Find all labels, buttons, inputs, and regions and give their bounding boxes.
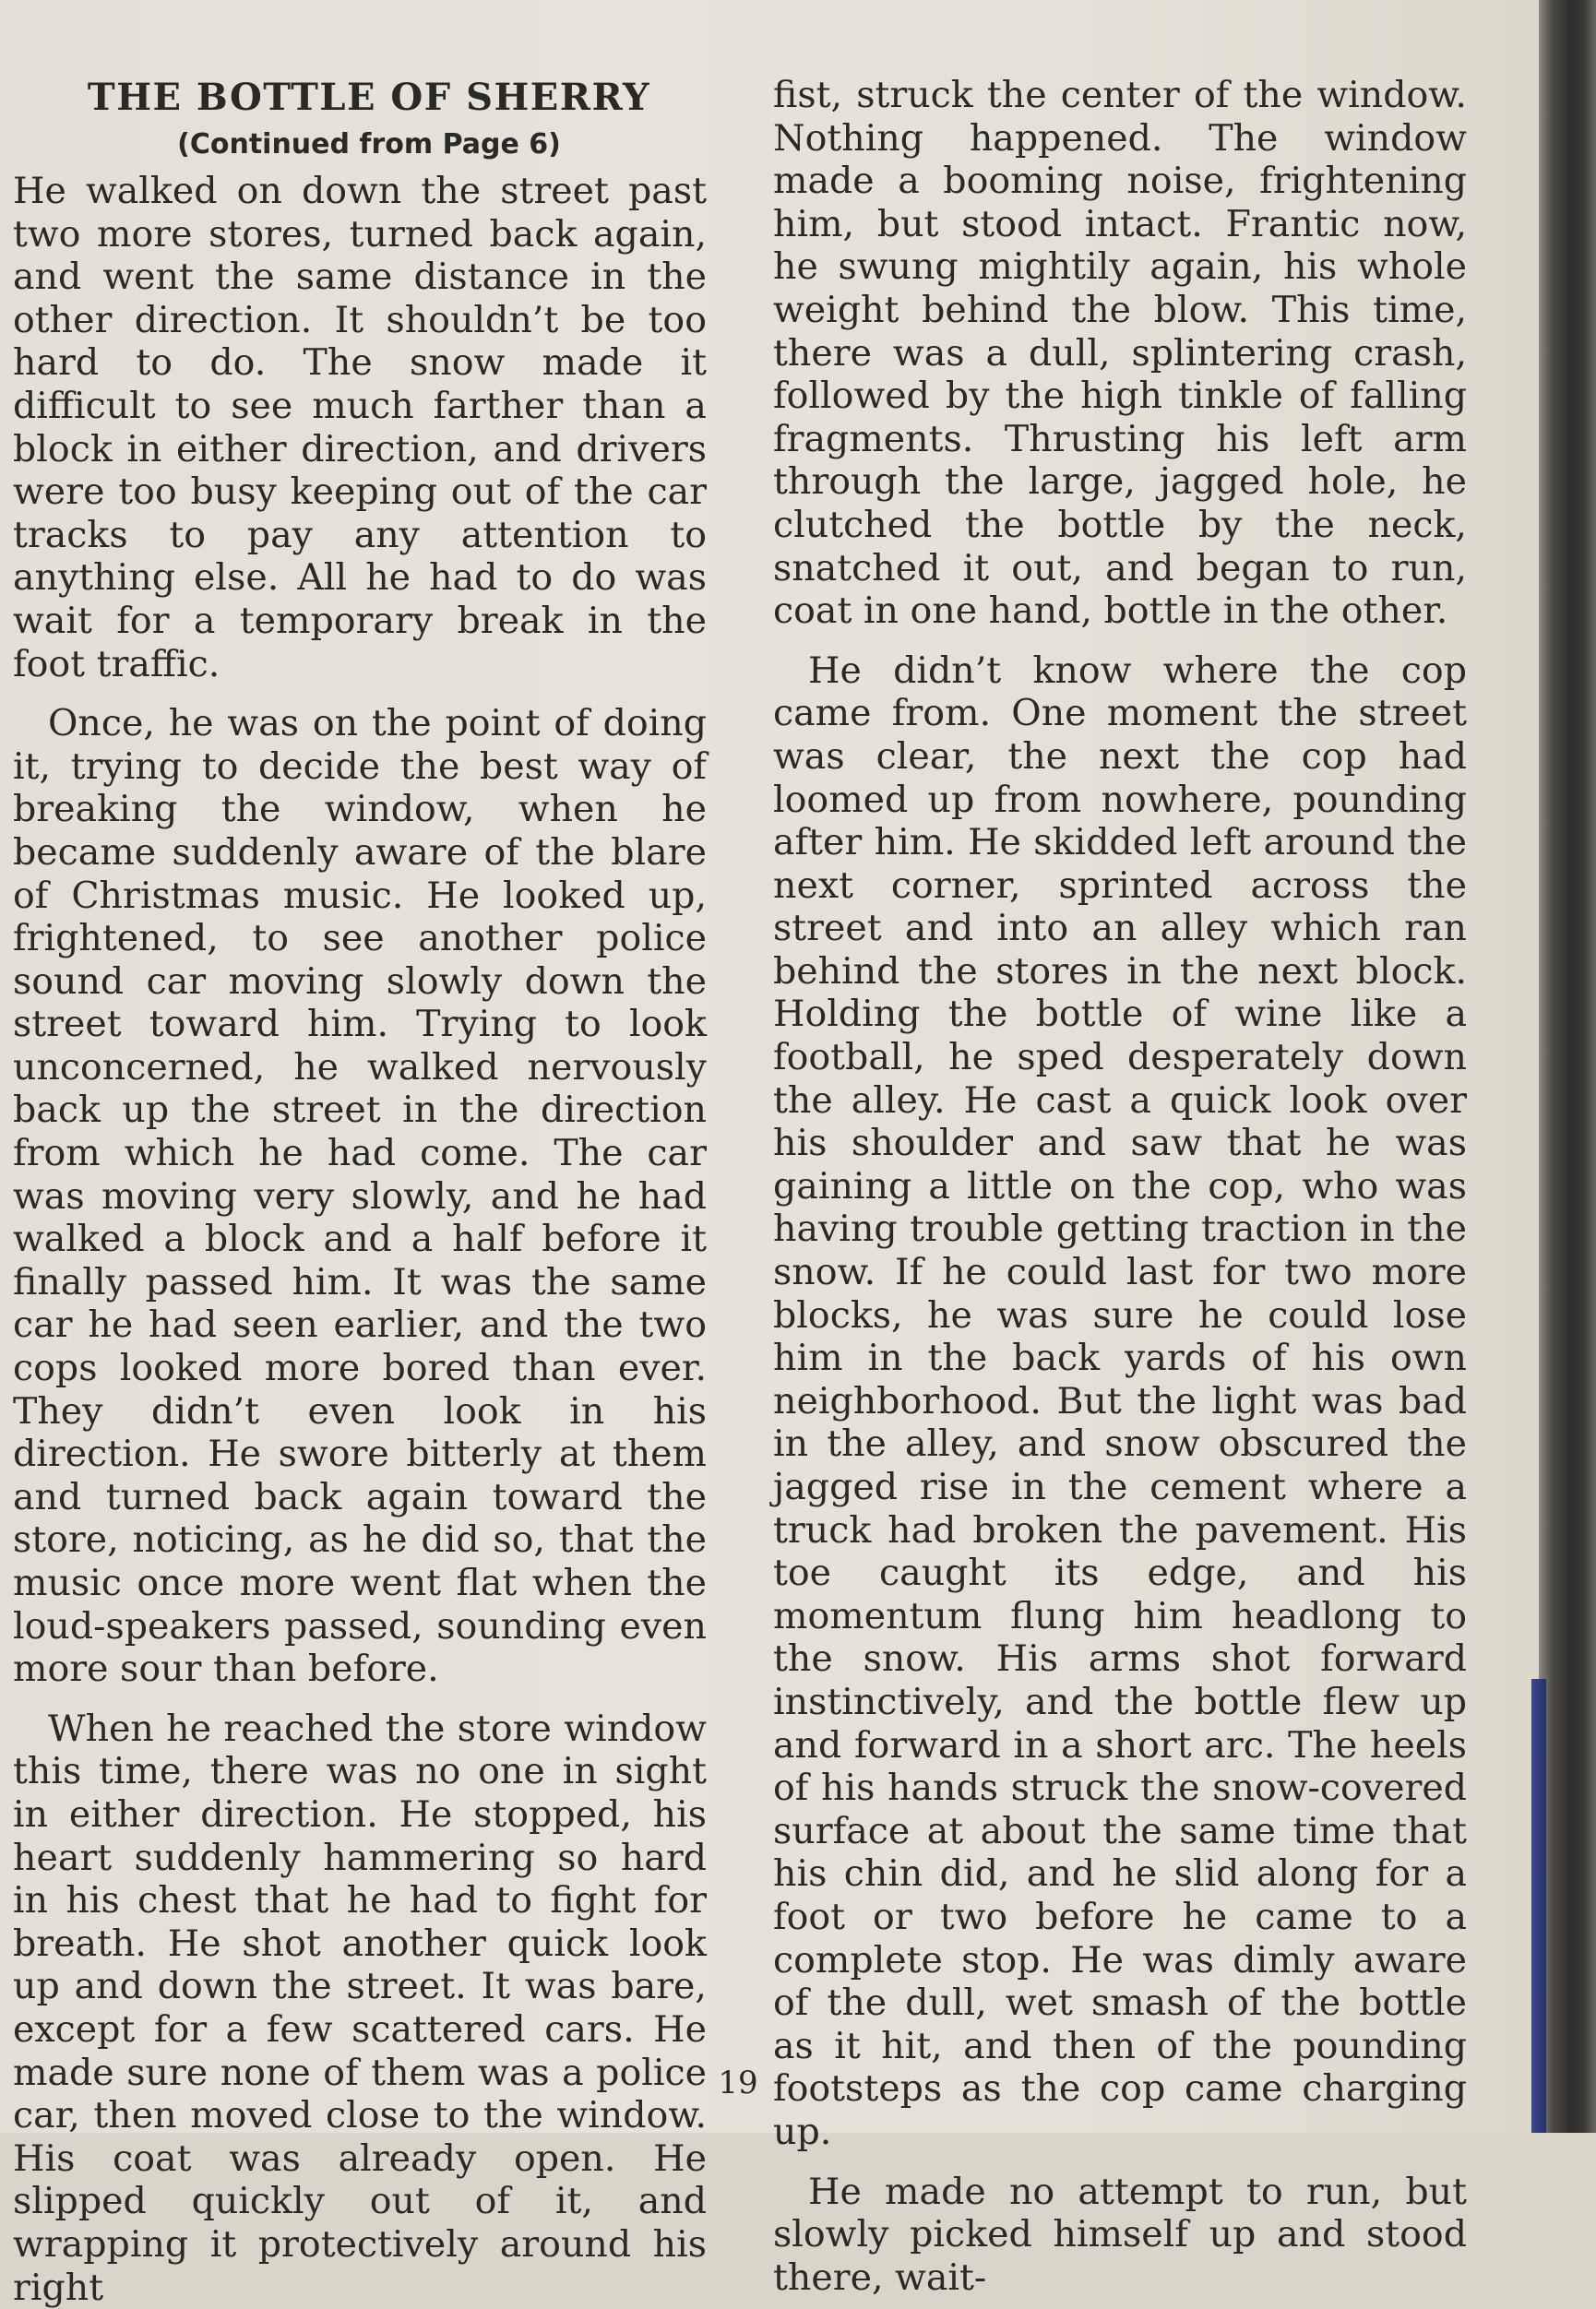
paragraph: He walked on down the street past two more stores, turned back again, and went the same distance in the other direction. It shouldn’t be too hard to do. The snow made it difficult to see much farther than a block in either direction, and drivers were too busy keeping out of the car tracks to pay any attention to anything else. All he had to do was wait for a temporary break in the foot traffic. xyxy=(13,170,707,685)
article-title: THE BOTTLE OF SHERRY xyxy=(87,76,651,119)
paragraph: When he reached the store window this time, there was no one in sight in either direction. He stopped, his heart suddenly hammering so hard in his chest that he had to fight for breath. He shot another quick look up and down the street. It was bare, except for a few scattered cars. He made sure none of them was a police car, then moved close to the window. His coat was already open. He slipped quickly out of it, and wrapping it protectively around his right xyxy=(13,1707,707,2309)
continued-note: (Continued from Page 6) xyxy=(177,128,561,161)
paragraph: He didn’t know where the cop came from. One moment the street was clear, the next the cop had loomed up from nowhere, pounding after him. He skidded left around the next corner, sprinted across the street and into an alley which ran behind the stores in the next block. Holding the bottle of wine like a football, he sped desperately down the alley. He cast a quick look over his shoulder and saw that he was gaining a little on the cop, who was having trouble getting traction in the snow. If he could last for two more blocks, he was sure he could lose him in the back yards of his own neighborhood. But the light was bad in the alley, and snow obscured the jagged rise in the cement where a truck had broken the pavement. His toe caught its edge, and his momentum flung him headlong to the snow. His arms shot forward instinctively, and the bottle flew up and forward in a short arc. The heels of his hands struck the snow-covered surface at about the same time that his chin did, and he slid along for a foot or two before he came to a complete stop. He was dimly aware of the dull, wet smash of the bottle as it hit, and then of the pounding footsteps as the cop came charging up. xyxy=(773,649,1467,2153)
page-number: 19 xyxy=(718,2065,758,2101)
right-column xyxy=(773,74,1467,2299)
paragraph: fist, struck the center of the window. Nothing happened. The window made a booming noise, frightening him, but stood intact. Frantic now, he swung mightily again, his whole weight behind the blow. This time, there was a dull, splintering crash, followed by the high tinkle of falling fragments. Thrusting his left arm through the large, jagged hole, he clutched the bottle by the neck, snatched it out, and began to run, coat in one hand, bottle in the other. xyxy=(773,74,1467,633)
paragraph: Once, he was on the point of doing it, trying to decide the best way of breaking the window, when he became suddenly aware of the blare of Christmas music. He looked up, frightened, to see another police sound car moving slowly down the street toward him. Trying to look unconcerned, he walked nervously back up the street in the direction from which he had come. The car was moving very slowly, and he had walked a block and a half before it finally passed him. It was the same car he had seen earlier, and the two cops looked more bored than ever. They didn’t even look in his direction. He swore bitterly at them and turned back again toward the store, noticing, as he did so, that the music once more went flat when the loud-speakers passed, sounding even more sour than before. xyxy=(13,702,707,1691)
binding-spine xyxy=(1539,0,1596,2133)
cover-edge xyxy=(1531,1679,1546,2133)
left-column xyxy=(13,74,707,2309)
paragraph: He made no attempt to run, but slowly picked himself up and stood there, wait- xyxy=(773,2170,1467,2299)
